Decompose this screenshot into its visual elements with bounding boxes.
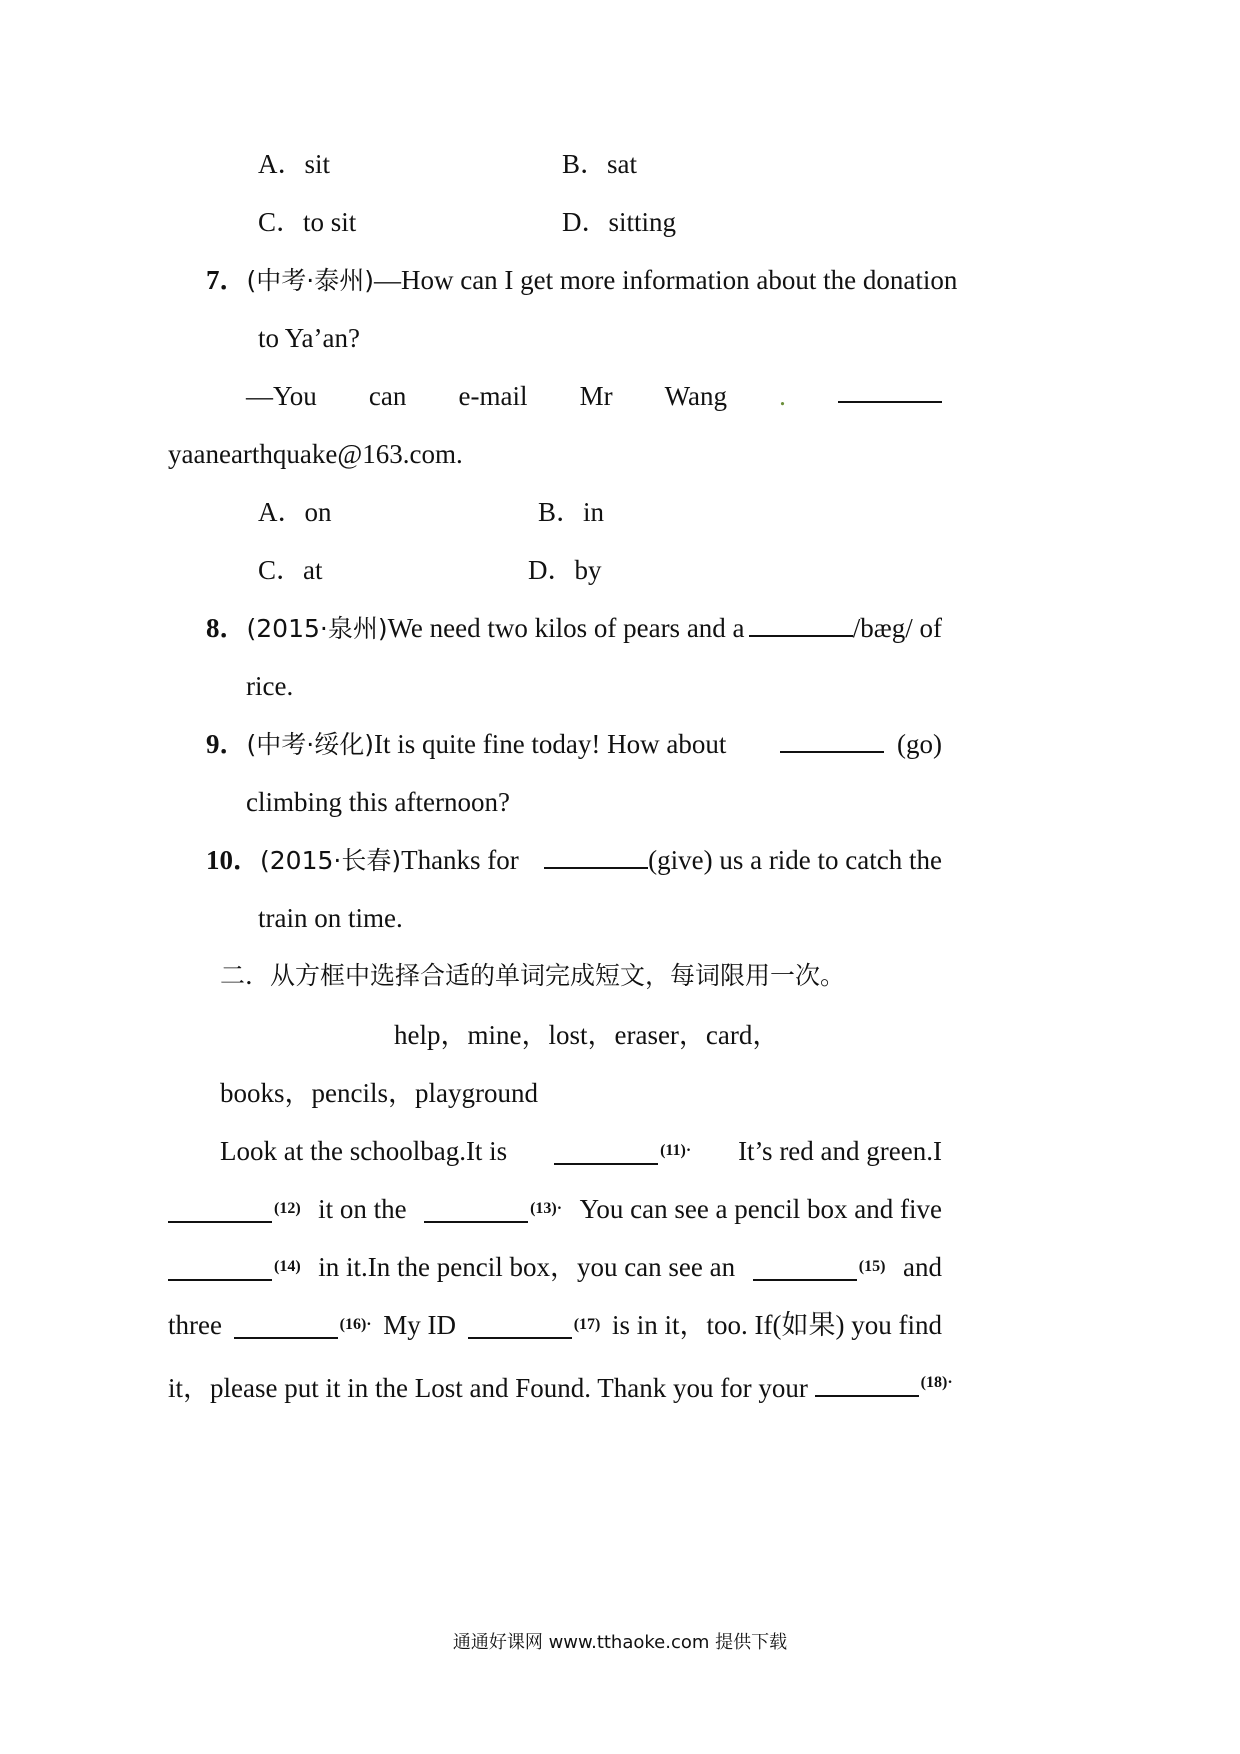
question-text: (go): [897, 729, 942, 759]
q8-line1: [206, 611, 942, 646]
passage-text: You can see a pencil box and five: [579, 1194, 942, 1224]
passage-text: My ID: [383, 1310, 457, 1340]
question-text: We need two kilos of pears and a: [387, 613, 745, 643]
answer-blank-11: [554, 1141, 658, 1165]
answer-blank-13: [424, 1199, 528, 1223]
question-text: It is quite fine today! How about: [373, 729, 727, 759]
answer-blank-17: [468, 1315, 572, 1339]
q7-email: yaanearthquake@163.com.: [168, 439, 463, 469]
answer-blank-15: [753, 1257, 857, 1281]
answer-word: can: [368, 381, 407, 411]
question-source: (2015·长春): [260, 846, 402, 875]
q6-option-b: B．sat: [562, 149, 638, 179]
blank-number: (15): [858, 1258, 886, 1275]
passage-text: in it.In the pencil box，you can see an: [318, 1252, 736, 1282]
question-source: (中考·泰州): [246, 266, 374, 295]
q7-option-a: A．on: [258, 497, 332, 527]
question-number: 7．: [206, 265, 247, 295]
q7-line1: [206, 263, 958, 298]
page-footer: 通通好课网 www.tthaoke.com 提供下载: [452, 1632, 788, 1653]
q7-option-d: D．by: [528, 555, 602, 585]
question-text: (give) us a ride to catch the: [648, 845, 942, 875]
q7-answer-line: [246, 379, 942, 413]
passage-text: It’s red and green.I: [738, 1136, 942, 1166]
answer-blank-14: [168, 1257, 272, 1281]
section-heading: 二．从方框中选择合适的单词完成短文，每词限用一次。: [220, 961, 846, 990]
answer-word: Wang: [664, 381, 727, 411]
word-box-line1: help，mine，lost，eraser，card，: [394, 1020, 780, 1050]
question-source: (2015·泉州): [246, 614, 388, 643]
q7-option-b: B．in: [538, 497, 605, 527]
answer-blank-16: [234, 1315, 338, 1339]
blank-number: (12): [274, 1200, 301, 1217]
blank-number: (11)·: [660, 1142, 692, 1159]
question-number: 8．: [206, 613, 247, 643]
passage-text: it on the: [318, 1194, 407, 1224]
answer-word: e-mail: [458, 381, 528, 411]
passage-line4: [168, 1308, 942, 1347]
blank-number: (16)·: [339, 1316, 372, 1333]
question-number: 10．: [206, 845, 260, 875]
passage-text: and: [902, 1252, 942, 1282]
q9-line2: climbing this afternoon?: [246, 787, 510, 817]
question-text: /bæg/ of: [852, 613, 942, 643]
question-source: (中考·绥化): [246, 730, 374, 759]
question-number: 9．: [206, 729, 247, 759]
passage-text: three: [168, 1310, 222, 1340]
q9-line1: [206, 727, 942, 762]
passage-text: Look at the schoolbag.It is: [220, 1136, 508, 1166]
question-text: —How can I get more information about the donation: [373, 265, 958, 295]
word-box-line2: books，pencils，playground: [220, 1078, 538, 1108]
q10-line2: train on time.: [258, 903, 403, 933]
answer-word: Mr: [579, 381, 613, 411]
answer-blank: [838, 379, 942, 403]
stray-dot: .: [779, 381, 786, 411]
answer-blank-18: [815, 1373, 919, 1397]
q7-line2: to Ya’an?: [258, 323, 360, 353]
q6-option-c: C．to sit: [258, 207, 357, 237]
blank-number: (17): [573, 1316, 601, 1333]
answer-blank: [749, 613, 853, 637]
passage-text: it，please put it in the Lost and Found. Thank you for your: [168, 1373, 808, 1403]
blank-number: (18)·: [920, 1374, 953, 1391]
answer-blank-12: [168, 1199, 272, 1223]
blank-number: (14): [274, 1258, 301, 1275]
passage-line5: [168, 1366, 953, 1405]
blank-number: (13)·: [530, 1200, 563, 1217]
q7-option-c: C．at: [258, 555, 323, 585]
q8-line2: rice.: [246, 671, 294, 701]
q6-option-a: A．sit: [258, 149, 331, 179]
question-text: Thanks for: [401, 845, 519, 875]
q6-option-d: D．sitting: [562, 207, 677, 237]
q10-line1: [206, 843, 942, 878]
passage-line3: [168, 1250, 942, 1289]
answer-blank: [780, 729, 884, 753]
answer-word: —You: [246, 381, 317, 411]
answer-blank: [544, 845, 648, 869]
passage-line1: [220, 1134, 942, 1173]
passage-line2: [168, 1192, 942, 1231]
passage-text: is in it，too. If(如果) you find: [612, 1310, 942, 1340]
